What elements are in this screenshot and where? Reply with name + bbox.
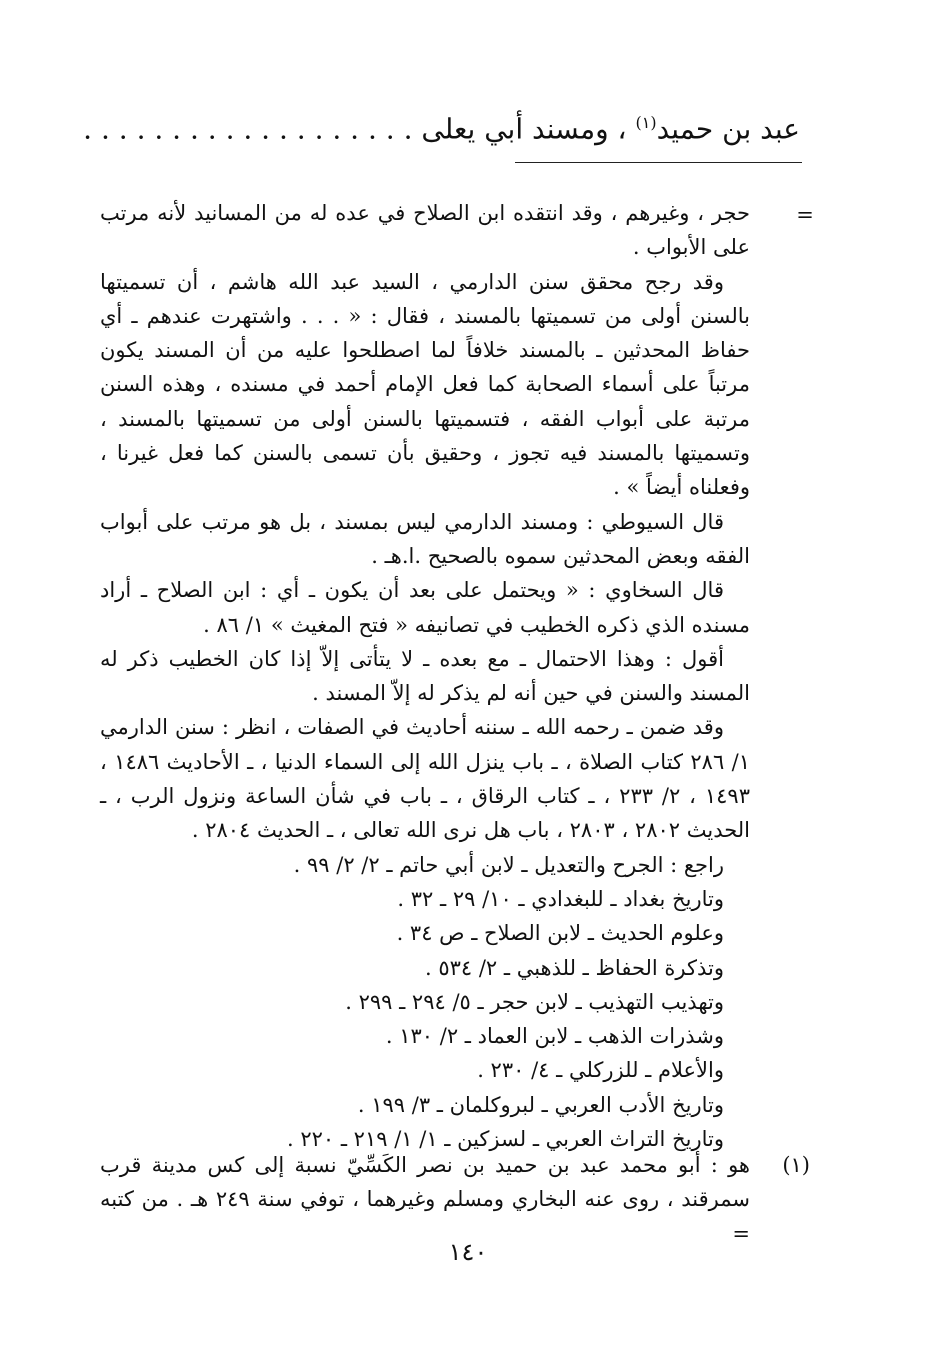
header-title-part2: ، ومسند أبي يعلى . . . . . . . . . . . . . . . . . . . bbox=[83, 112, 636, 146]
footnote-text: هو : أبو محمد عبد بن حميد بن نصر الكَسِّيّ نسبة إلى كس مدينة قرب سمرقند ، روى عنه البخاري ومسلم وغيرهما ، توفي سنة ٢٤٩ هـ . من كتبه = bbox=[100, 1153, 750, 1246]
paragraph: وقد ضمن ـ رحمه الله ـ سننه أحاديث في الصفات ، انظر : سنن الدارمي ١/ ٢٨٦ كتاب الصلاة ، ـ باب ينزل الله إلى السماء الدنيا ، ـ الأحاديث ١٤٨٦ ، ١٤٩٣ ، ٢/ ٢٣٣ ، ـ كتاب الرقاق ، ـ باب في شأن الساعة ونزول الرب ، ـ الحديث ٢٨٠٢ ، ٢٨٠٣ ، باب هل نرى الله تعالى ، ـ الحديث ٢٨٠٤ . bbox=[100, 715, 750, 843]
continuation-mark: = bbox=[796, 203, 814, 227]
paragraph: قال السيوطي : ومسند الدارمي ليس بمسند ، بل هو مرتب على أبواب الفقه وبعض المحدثين سموه بالصحيح .ا.هـ . bbox=[100, 509, 750, 568]
paragraph: أقول : وهذا الاحتمال ـ مع بعده ـ لا يتأتى إلاّ إذا كان الخطيب ذكر له المسند والسنن في حين أنه لم يذكر له إلاّ المسند . bbox=[100, 646, 750, 706]
paragraph: وقد رجح محقق سنن الدارمي ، السيد عبد الله هاشم ، أن تسميتها بالسنن أولى من تسميتها بالمسند ، فقال : « . . . واشتهرت عندهم ـ أي حفاظ المحدثين ـ بالمسند خلافاً لما اصطلحوا عليه من أن المسند يكون مرتباً على أسماء الصحابة كما فعل الإمام أحمد في مسنده ، وهذه السنن مرتبة على أبواب الفقه ، فتسميتها بالسنن أولى من تسميتها بالمسند ، وتسميتها بالمسند فيه تجوز ، وحقيق بأن تسمى بالسنن كما فعل غيرنا ، وفعلناه أيضاً » . bbox=[100, 269, 750, 500]
header-rule bbox=[515, 162, 802, 163]
paragraph: قال السخاوي : « ويحتمل على بعد أن يكون ـ أي : ابن الصلاح ـ أراد مسنده الذي ذكره الخطيب في تصانيفه « فتح المغيث » ١/ ٨٦ . bbox=[100, 578, 750, 637]
reference-item: وتاريخ بغداد ـ للبغدادي ـ ١٠/ ٢٩ ـ ٣٢ . bbox=[397, 886, 724, 911]
header-footnote-ref[interactable]: (١) bbox=[635, 113, 657, 132]
reference-item: وتهذيب التهذيب ـ لابن حجر ـ ٥/ ٢٩٤ ـ ٢٩٩ . bbox=[345, 989, 724, 1014]
reference-item: وشذرات الذهب ـ لابن العماد ـ ٢/ ١٣٠ . bbox=[385, 1024, 724, 1049]
reference-item: وتاريخ الأدب العربي ـ لبروكلمان ـ ٣/ ١٩٩ . bbox=[357, 1092, 724, 1117]
reference-item: راجع : الجرح والتعديل ـ لابن أبي حاتم ـ ٢/ ٢/ ٩٩ . bbox=[293, 852, 724, 877]
reference-item: وتاريخ التراث العربي ـ لسزكين ـ ١/ ١/ ٢١٩ ـ ٢٢٠ . bbox=[286, 1127, 724, 1152]
reference-item: والأعلام ـ للزركلي ـ ٤/ ٢٣٠ . bbox=[477, 1058, 724, 1083]
reference-list bbox=[100, 848, 750, 1157]
footnote-marker: (١) bbox=[782, 1153, 810, 1177]
running-header bbox=[83, 100, 800, 152]
main-text bbox=[100, 196, 750, 1156]
paragraph: حجر ، وغيرهم ، وقد انتقده ابن الصلاح في عده له من المسانيد لأنه مرتب على الأبواب . bbox=[100, 201, 750, 260]
reference-item: وعلوم الحديث ـ لابن الصلاح ـ ص ٣٤ . bbox=[396, 921, 724, 946]
page-number: ١٤٠ bbox=[448, 1238, 488, 1266]
header-title-part1: عبد بن حميد bbox=[656, 112, 800, 146]
reference-item: وتذكرة الحفاظ ـ للذهبي ـ ٢/ ٥٣٤ . bbox=[424, 955, 724, 980]
